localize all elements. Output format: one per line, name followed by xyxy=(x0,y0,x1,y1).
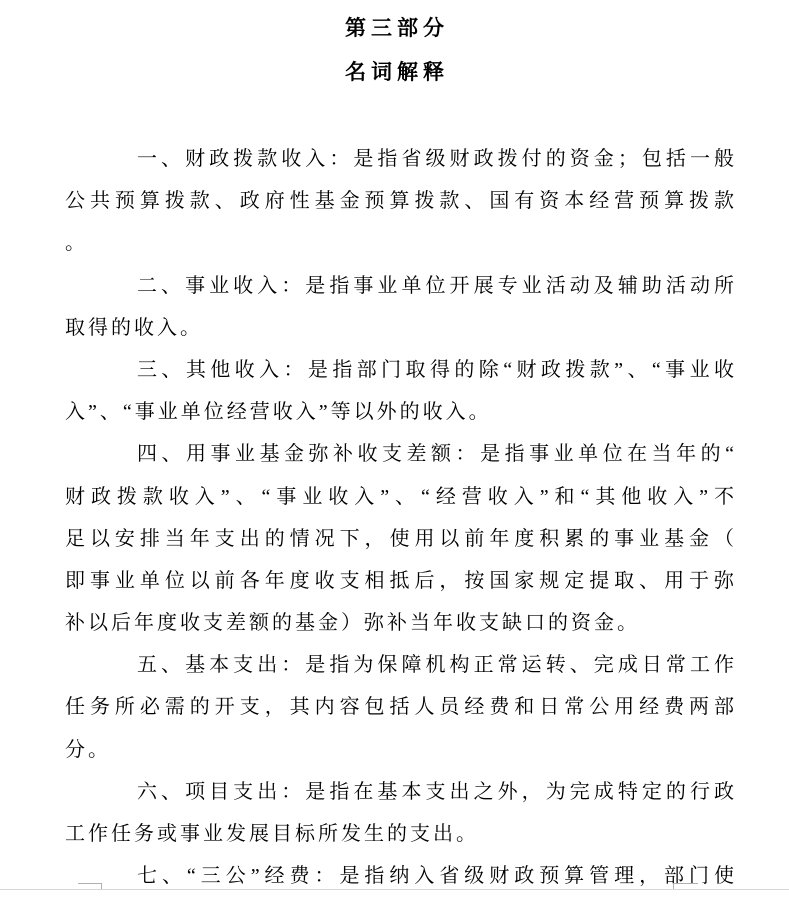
text-line: 入”、“事业单位经营收入”等以外的收入。 xyxy=(65,401,492,424)
text-line: 二、事业收入：是指事业单位开展专业活动及辅助活动所 xyxy=(137,274,737,297)
text-line: 公共预算拨款、政府性基金预算拨款、国有资本经营预算拨款 xyxy=(65,190,737,213)
title-section-name: 名词解释 xyxy=(345,60,449,84)
text-line: 补以后年度收支差额的基金）弥补当年收支缺口的资金。 xyxy=(65,612,640,635)
page-edge-line xyxy=(0,889,789,890)
text-line: 。 xyxy=(65,232,88,255)
text-line: 六、项目支出：是指在基本支出之外，为完成特定的行政 xyxy=(137,780,737,803)
text-line: 财政拨款收入”、“事业收入”、“经营收入”和“其他收入”不 xyxy=(65,485,737,508)
text-line: 分。 xyxy=(65,738,111,761)
document-body-text xyxy=(65,138,737,897)
text-line: 七、“三公”经费：是指纳入省级财政预算管理，部门使 xyxy=(137,865,737,888)
text-line: 三、其他收入：是指部门取得的除“财政拨款”、“事业收 xyxy=(137,358,737,381)
text-line: 足以安排当年支出的情况下，使用以前年度积累的事业基金（ xyxy=(65,527,737,550)
text-line: 工作任务或事业发展目标所发生的支出。 xyxy=(65,823,479,845)
document-title xyxy=(0,6,789,94)
text-line: 取得的收入。 xyxy=(65,316,203,339)
text-line: 即事业单位以前各年度收支相抵后，按国家规定提取、用于弥 xyxy=(65,569,737,592)
title-part-number: 第三部分 xyxy=(345,16,449,40)
text-line: 一、财政拨款收入：是指省级财政拨付的资金；包括一般 xyxy=(137,148,737,170)
text-line: 四、用事业基金弥补收支差额：是指事业单位在当年的“ xyxy=(137,443,737,466)
text-line: 任务所必需的开支，其内容包括人员经费和日常公用经费两部 xyxy=(65,696,737,719)
text-line: 五、基本支出：是指为保障机构正常运转、完成日常工作 xyxy=(137,654,737,677)
